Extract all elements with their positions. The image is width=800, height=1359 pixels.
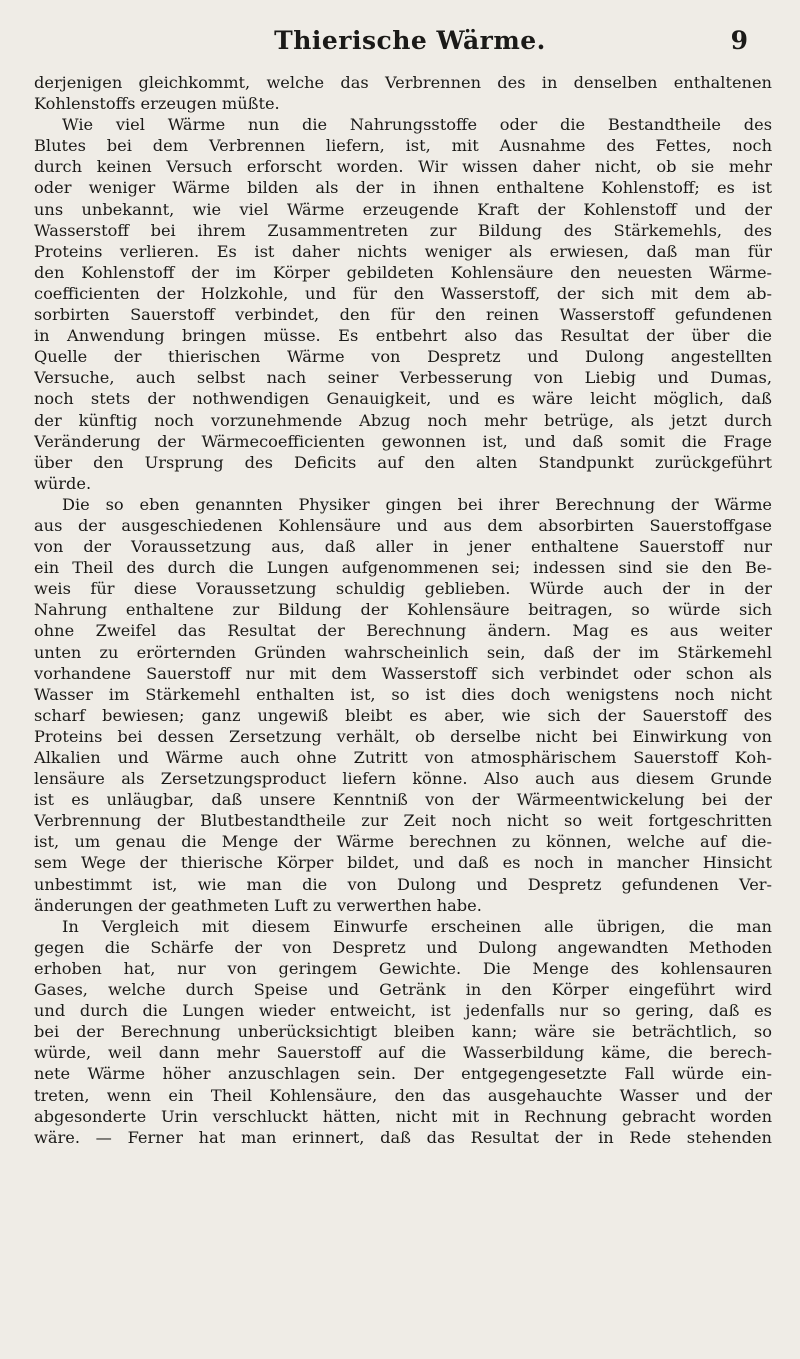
- text-line: scharf bewiesen; ganz ungewiß bleibt es aber, wie sich der Sauerstoff des: [34, 705, 772, 725]
- page-number: 9: [730, 26, 748, 55]
- text-line: würde, weil dann mehr Sauerstoff auf die Wasserbildung käme, die berech-: [34, 1043, 772, 1063]
- text-line: änderungen der geathmeten Luft zu verwerthen habe.: [34, 895, 482, 915]
- text-line: Proteins bei dessen Zersetzung verhält, ob derselbe nicht bei Einwirkung von: [34, 726, 772, 746]
- text-line: durch keinen Versuch erforscht worden. Wir wissen daher nicht, ob sie mehr: [34, 157, 772, 177]
- text-line: Quelle der thierischen Wärme von Despretz und Dulong angestellten: [34, 347, 772, 367]
- text-line: unten zu erörternden Gründen wahrscheinlich sein, daß der im Stärkemehl: [34, 642, 772, 662]
- text-line: Wasser im Stärkemehl enthalten ist, so ist dies doch wenigstens noch nicht: [34, 684, 772, 704]
- text-line: derjenigen gleichkommt, welche das Verbrennen des in denselben enthaltenen: [34, 73, 772, 92]
- text-line: Alkalien und Wärme auch ohne Zutritt von atmosphärischem Sauerstoff Koh-: [34, 748, 772, 767]
- running-title: Thierische Wärme.: [274, 26, 546, 55]
- text-line: sorbirten Sauerstoff verbindet, den für den reinen Wasserstoff gefundenen: [34, 305, 772, 325]
- text-line: ohne Zweifel das Resultat der Berechnung ändern. Mag es aus weiter: [34, 621, 772, 641]
- text-line: Kohlenstoffs erzeugen müßte.: [34, 94, 280, 114]
- text-line: ist, um genau die Menge der Wärme berechnen zu können, welche auf die-: [34, 832, 772, 852]
- text-line: treten, wenn ein Theil Kohlensäure, den das ausgehauchte Wasser und der: [34, 1085, 772, 1105]
- body-text: [34, 72, 772, 1148]
- text-line: Blutes bei dem Verbrennen liefern, ist, mit Ausnahme des Fettes, noch: [34, 136, 772, 156]
- text-line: Nahrung enthaltene zur Bildung der Kohlensäure beitragen, so würde sich: [34, 600, 772, 620]
- text-line: Die so eben genannten Physiker gingen bei ihrer Berechnung der Wärme: [62, 494, 772, 514]
- text-line: von der Voraussetzung aus, daß aller in jener enthaltene Sauerstoff nur: [34, 537, 772, 557]
- text-line: coefficienten der Holzkohle, und für den Wasserstoff, der sich mit dem ab-: [34, 283, 772, 303]
- text-line: sem Wege der thierische Körper bildet, und daß es noch in mancher Hinsicht: [34, 853, 772, 873]
- text-line: unbestimmt ist, wie man die von Dulong und Despretz gefundenen Ver-: [34, 874, 772, 894]
- text-line: ist es unläugbar, daß unsere Kenntniß von der Wärmeentwickelung bei der: [34, 790, 772, 810]
- text-line: ein Theil des durch die Lungen aufgenommenen sei; indessen sind sie den Be-: [34, 558, 772, 578]
- text-line: der künftig noch vorzunehmende Abzug noch mehr betrüge, als jetzt durch: [34, 410, 772, 430]
- text-line: über den Ursprung des Deficits auf den alten Standpunkt zurückgeführt: [34, 452, 772, 472]
- page-header: [60, 22, 760, 62]
- text-line: Versuche, auch selbst nach seiner Verbesserung von Liebig und Dumas,: [34, 368, 772, 388]
- text-line: abgesonderte Urin verschluckt hätten, nicht mit in Rechnung gebracht worden: [34, 1106, 772, 1126]
- text-line: oder weniger Wärme bilden als der in ihnen enthaltene Kohlenstoff; es ist: [34, 178, 772, 198]
- text-line: bei der Berechnung unberücksichtigt bleiben kann; wäre sie beträchtlich, so: [34, 1022, 772, 1042]
- text-line: den Kohlenstoff der im Körper gebildeten Kohlensäure den neuesten Wärme-: [34, 262, 772, 282]
- text-line: uns unbekannt, wie viel Wärme erzeugende Kraft der Kohlenstoff und der: [34, 199, 772, 219]
- text-line: nete Wärme höher anzuschlagen sein. Der entgegengesetzte Fall würde ein-: [34, 1064, 772, 1084]
- text-line: noch stets der nothwendigen Genauigkeit, und es wäre leicht möglich, daß: [34, 389, 772, 409]
- text-line: wäre. — Ferner hat man erinnert, daß das Resultat der in Rede stehenden: [34, 1127, 772, 1147]
- text-line: gegen die Schärfe der von Despretz und Dulong angewandten Methoden: [34, 937, 772, 957]
- text-line: Gases, welche durch Speise und Getränk in den Körper eingeführt wird: [34, 980, 772, 1000]
- text-line: Verbrennung der Blutbestandtheile zur Zeit noch nicht so weit fortgeschritten: [34, 811, 772, 831]
- text-line: und durch die Lungen wieder entweicht, ist jedenfalls nur so gering, daß es: [34, 1001, 772, 1021]
- text-line: In Vergleich mit diesem Einwurfe erscheinen alle übrigen, die man: [62, 916, 772, 936]
- text-line: Proteins verlieren. Es ist daher nichts weniger als erwiesen, daß man für: [34, 241, 772, 261]
- text-line: lensäure als Zersetzungsproduct liefern könne. Also auch aus diesem Grunde: [34, 769, 772, 789]
- text-line: erhoben hat, nur von geringem Gewichte. Die Menge des kohlensauren: [34, 958, 772, 978]
- text-line: weis für diese Voraussetzung schuldig geblieben. Würde auch der in der: [34, 579, 772, 599]
- text-line: Veränderung der Wärmecoefficienten gewonnen ist, und daß somit die Frage: [34, 431, 772, 451]
- text-line: vorhandene Sauerstoff nur mit dem Wasserstoff sich verbindet oder schon als: [34, 663, 772, 683]
- text-line: würde.: [34, 473, 92, 493]
- text-line: Wasserstoff bei ihrem Zusammentreten zur Bildung des Stärkemehls, des: [34, 220, 772, 240]
- text-line: aus der ausgeschiedenen Kohlensäure und aus dem absorbirten Sauerstoffgase: [34, 515, 772, 535]
- text-line: in Anwendung bringen müsse. Es entbehrt also das Resultat der über die: [34, 326, 772, 346]
- text-line: Wie viel Wärme nun die Nahrungsstoffe oder die Bestandtheile des: [62, 115, 772, 135]
